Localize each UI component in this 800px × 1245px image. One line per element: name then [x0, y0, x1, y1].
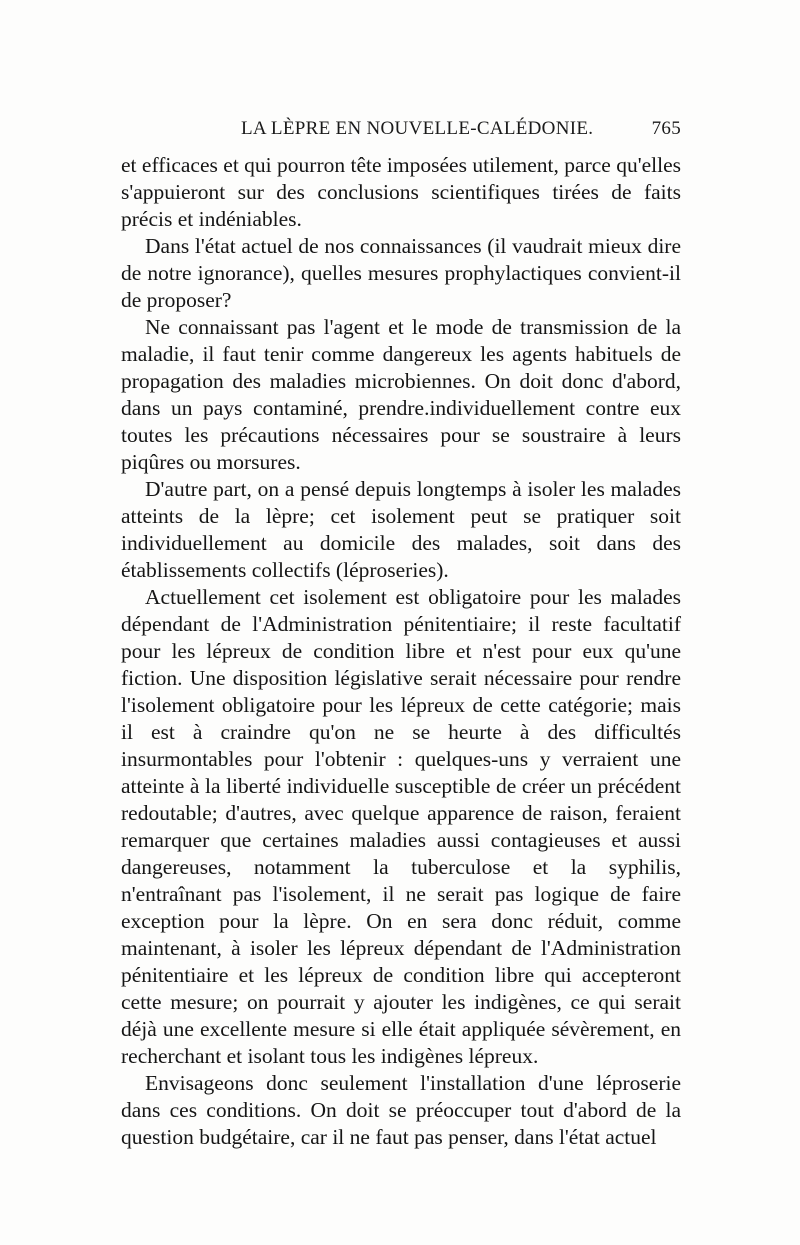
paragraph-continuation: et efficaces et qui pourron tête imposées utilement, parce qu'elles s'appuieront sur des conclusions scientifiques tirées de faits précis et indéniables. [121, 153, 681, 231]
body-text [121, 152, 681, 1151]
page-number: 765 [651, 118, 681, 139]
paragraph: Actuellement cet isolement est obligatoire pour les malades dépendant de l'Administration pénitentiaire; il reste facultatif pour les lépreux de condition libre et n'est pour eux qu'une fiction. Une disposition législative serait nécessaire pour rendre l'isolement obligatoire pour les lépreux de cette catégorie; mais il est à craindre qu'on ne se heurte à des difficultés insurmontables pour l'obtenir : quelques-uns y verraient une atteinte à la liberté individuelle susceptible de créer un précédent redoutable; d'autres, avec quelque apparence de raison, feraient remarquer que certaines maladies aussi contagieuses et aussi dangereuses, notamment la tuberculose et la syphilis, n'entraînant pas l'isolement, il ne serait pas logique de faire exception pour la lèpre. On en sera donc réduit, comme maintenant, à isoler les lépreux dépendant de l'Administration pénitentiaire et les lépreux de condition libre qui accepteront cette mesure; on pourrait y ajouter les indigènes, ce qui serait déjà une excellente mesure si elle était appliquée sévèrement, en recherchant et isolant tous les indigènes lépreux. [121, 585, 681, 1068]
paragraph: Envisageons donc seulement l'installation d'une léproserie dans ces conditions. On doit se préoccuper tout d'abord de la question budgétaire, car il ne faut pas penser, dans l'état actuel [121, 1071, 681, 1149]
paragraph: Dans l'état actuel de nos connaissances (il vaudrait mieux dire de notre ignorance), quelles mesures prophylactiques convient-il de proposer? [121, 234, 681, 312]
running-title: LA LÈPRE EN NOUVELLE-CALÉDONIE. [241, 118, 594, 139]
page-header [121, 118, 681, 148]
paragraph: Ne connaissant pas l'agent et le mode de transmission de la maladie, il faut tenir comme dangereux les agents habituels de propagation des maladies microbiennes. On doit donc d'abord, dans un pays contaminé, prendre.individuellement contre eux toutes les précautions nécessaires pour se soustraire à leurs piqûres ou morsures. [121, 315, 681, 474]
paragraph: D'autre part, on a pensé depuis longtemps à isoler les malades atteints de la lèpre; cet isolement peut se pratiquer soit individuellement au domicile des malades, soit dans des établissements collectifs (léproseries). [121, 477, 681, 582]
